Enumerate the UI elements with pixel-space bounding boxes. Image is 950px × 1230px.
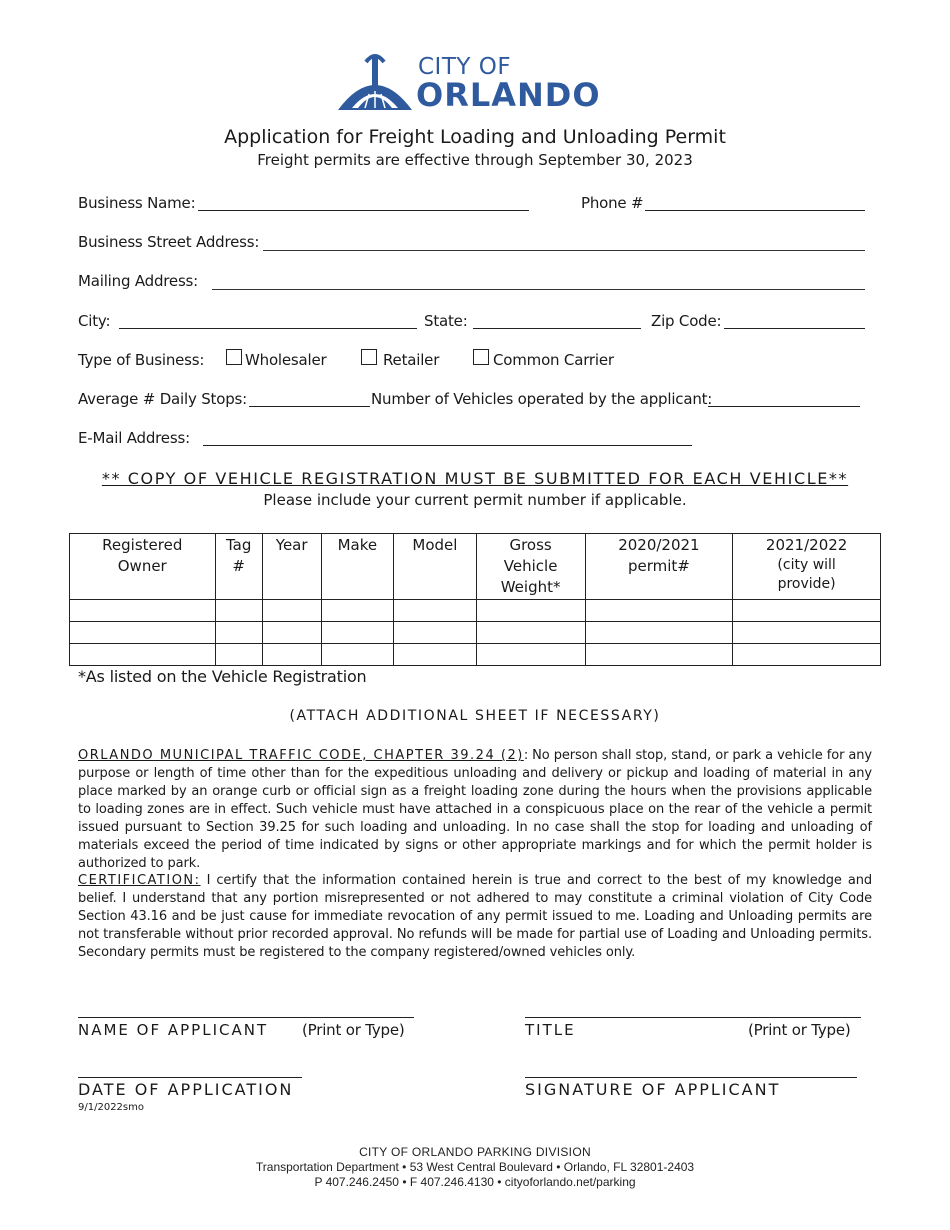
table-row[interactable] xyxy=(70,600,881,622)
num-vehicles-field[interactable] xyxy=(708,406,860,407)
business-type-label: Type of Business: xyxy=(78,351,205,369)
date-label: DATE OF APPLICATION xyxy=(78,1080,294,1099)
applicant-name-hint: (Print or Type) xyxy=(302,1021,405,1039)
col-gross-weight: Gross Vehicle Weight* xyxy=(476,534,585,600)
footer-address: Transportation Department • 53 West Central Boulevard • Orlando, FL 32801-2403 xyxy=(255,1160,695,1174)
page-title: Application for Freight Loading and Unloading Permit xyxy=(224,126,726,148)
title-hint: (Print or Type) xyxy=(748,1021,851,1039)
business-name-field[interactable] xyxy=(198,210,529,211)
phone-field[interactable] xyxy=(645,210,865,211)
certification-paragraph xyxy=(78,872,872,962)
retailer-checkbox[interactable] xyxy=(361,349,377,365)
mailing-field[interactable] xyxy=(212,289,865,290)
col-permit-2021: 2021/2022 (city will provide) xyxy=(733,534,881,600)
business-name-label: Business Name: xyxy=(78,194,196,212)
avg-stops-label: Average # Daily Stops: xyxy=(78,390,247,408)
city-hall-icon xyxy=(338,50,412,112)
common-carrier-label: Common Carrier xyxy=(493,351,614,369)
email-label: E-Mail Address: xyxy=(78,429,190,447)
city-logo xyxy=(338,50,618,112)
vehicle-table xyxy=(69,533,881,666)
state-label: State: xyxy=(424,312,468,330)
logo-city-of: CITY OF xyxy=(418,54,512,80)
certification-heading: CERTIFICATION: xyxy=(78,873,201,888)
title-field[interactable] xyxy=(525,1017,861,1018)
table-footnote: *As listed on the Vehicle Registration xyxy=(78,667,367,686)
col-year: Year xyxy=(262,534,321,600)
permit-number-note: Please include your current permit number if applicable. xyxy=(263,491,687,509)
state-field[interactable] xyxy=(473,328,641,329)
city-label: City: xyxy=(78,312,111,330)
traffic-code-text: : No person shall stop, stand, or park a vehicle for any purpose or length of time other than for the expeditious unloading and delivery or pickup and loading of material in any place marked by an orange curb or official sign as a freight loading zone during the hours when the provisions applicable to loading zones are in effect. Such vehicle must have attached in a conspicuous place on the rear of the vehicle a permit issued pursuant to Section 39.25 for such loading and unloading. In no case shall the stop for loading and unloading of materials exceed the period of time indicated by signs or other appropriate markings and for which the permit holder is authorized to park. xyxy=(78,748,872,871)
table-row[interactable] xyxy=(70,644,881,666)
signature-label: SIGNATURE OF APPLICANT xyxy=(525,1080,781,1099)
email-field[interactable] xyxy=(203,445,692,446)
footer-division: CITY OF ORLANDO PARKING DIVISION xyxy=(359,1145,591,1159)
traffic-code-paragraph xyxy=(78,747,872,873)
table-header-row xyxy=(70,534,881,600)
col-model: Model xyxy=(394,534,477,600)
applicant-name-label: NAME OF APPLICANT xyxy=(78,1021,269,1039)
col-make: Make xyxy=(321,534,394,600)
table-row[interactable] xyxy=(70,622,881,644)
registration-notice: ** COPY OF VEHICLE REGISTRATION MUST BE SUBMITTED FOR EACH VEHICLE** xyxy=(101,469,849,488)
city-field[interactable] xyxy=(119,328,417,329)
col-tag: Tag # xyxy=(215,534,262,600)
wholesaler-label: Wholesaler xyxy=(245,351,327,369)
footer-contact: P 407.246.2450 • F 407.246.4130 • cityoforlando.net/parking xyxy=(314,1175,636,1189)
attach-note: (ATTACH ADDITIONAL SHEET IF NECESSARY) xyxy=(289,708,661,724)
street-label: Business Street Address: xyxy=(78,233,260,251)
certification-text: I certify that the information contained herein is true and correct to the best of my knowledge and belief. I understand that any portion misrepresented or not adhered to may constitute a criminal violation of City Code Section 43.16 and be just cause for immediate revocation of any permit issued to me. Loading and Unloading permits are not transferable without prior recorded approval. No refunds will be made for partial use of Loading and Unloading permits. Secondary permits must be registered to the company registered/owned vehicles only. xyxy=(78,873,872,960)
common-carrier-checkbox[interactable] xyxy=(473,349,489,365)
phone-label: Phone # xyxy=(581,194,644,212)
num-vehicles-label: Number of Vehicles operated by the applicant: xyxy=(371,390,713,408)
signature-field[interactable] xyxy=(525,1077,857,1078)
col-registered-owner: Registered Owner xyxy=(70,534,216,600)
date-field[interactable] xyxy=(78,1077,302,1078)
title-label: TITLE xyxy=(525,1021,576,1039)
applicant-name-field[interactable] xyxy=(78,1017,414,1018)
traffic-code-heading: ORLANDO MUNICIPAL TRAFFIC CODE, CHAPTER 39.24 (2) xyxy=(78,748,524,763)
street-field[interactable] xyxy=(263,250,865,251)
revision-code: 9/1/2022smo xyxy=(78,1102,144,1113)
page-subtitle: Freight permits are effective through September 30, 2023 xyxy=(257,151,693,169)
mailing-label: Mailing Address: xyxy=(78,272,199,290)
col-permit-2020: 2020/2021 permit# xyxy=(585,534,733,600)
zip-label: Zip Code: xyxy=(651,312,722,330)
wholesaler-checkbox[interactable] xyxy=(226,349,242,365)
retailer-label: Retailer xyxy=(383,351,440,369)
logo-orlando: ORLANDO xyxy=(416,76,601,114)
avg-stops-field[interactable] xyxy=(249,406,370,407)
zip-field[interactable] xyxy=(724,328,865,329)
